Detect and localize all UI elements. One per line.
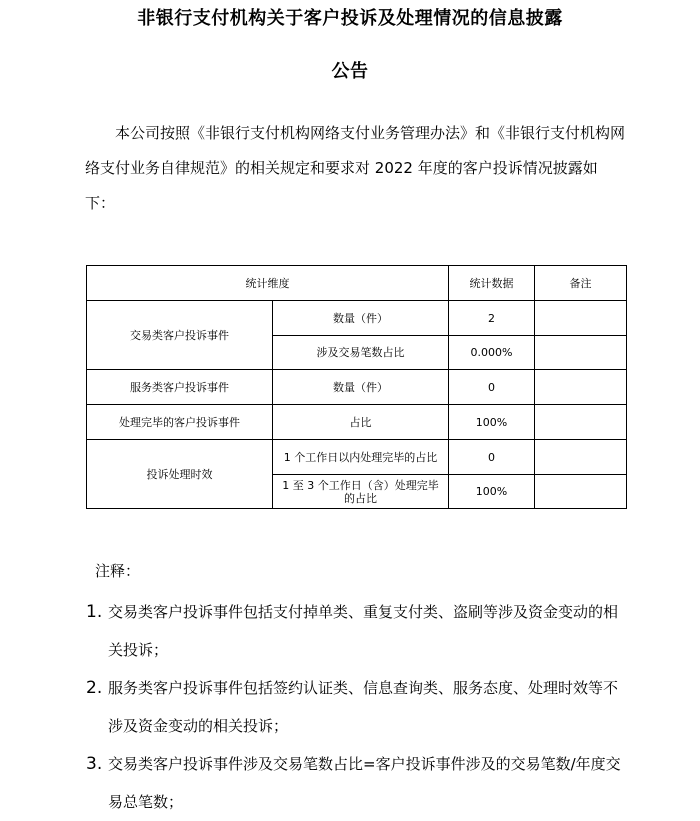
row-note [535, 370, 627, 405]
row-value: 2 [449, 301, 535, 336]
note-text: 交易类客户投诉事件涉及交易笔数占比=客户投诉事件涉及的交易笔数/年度交易总笔数； [108, 755, 621, 811]
row-note [535, 405, 627, 440]
table-row [87, 370, 627, 405]
row-category: 服务类客户投诉事件 [87, 370, 273, 405]
list-item [86, 745, 626, 821]
table-row [87, 301, 627, 336]
table-row [87, 440, 627, 475]
row-metric: 1 个工作日以内处理完毕的占比 [273, 440, 449, 475]
row-category: 交易类客户投诉事件 [87, 301, 273, 370]
note-text: 服务类客户投诉事件包括签约认证类、信息查询类、服务态度、处理时效等不涉及资金变动的相关投诉； [108, 679, 619, 735]
header-data: 统计数据 [449, 266, 535, 301]
row-value: 0.000% [449, 336, 535, 370]
complaint-stats-table [86, 265, 627, 509]
row-value: 0 [449, 370, 535, 405]
document-subtitle: 公告 [331, 61, 369, 82]
notes-list [86, 593, 626, 821]
row-note [535, 301, 627, 336]
row-value: 100% [449, 475, 535, 509]
list-item [86, 669, 626, 745]
note-number: 3. [86, 754, 103, 774]
note-number: 2. [86, 678, 103, 698]
intro-paragraph [85, 116, 625, 221]
row-metric: 占比 [273, 405, 449, 440]
row-value: 100% [449, 405, 535, 440]
row-metric: 数量（件） [273, 370, 449, 405]
row-note [535, 475, 627, 509]
header-dimension: 统计维度 [87, 266, 449, 301]
table-row [87, 405, 627, 440]
header-note: 备注 [535, 266, 627, 301]
row-metric: 数量（件） [273, 301, 449, 336]
intro-text: 本公司按照《非银行支付机构网络支付业务管理办法》和《非银行支付机构网络支付业务自律规范》的相关规定和要求对 2022 年度的客户投诉情况披露如下： [85, 124, 626, 212]
row-category: 投诉处理时效 [87, 440, 273, 509]
row-category: 处理完毕的客户投诉事件 [87, 405, 273, 440]
notes-heading: 注释： [95, 562, 141, 580]
document-title: 非银行支付机构关于客户投诉及处理情况的信息披露 [137, 8, 563, 29]
note-number: 1. [86, 602, 103, 622]
note-text: 交易类客户投诉事件包括支付掉单类、重复支付类、盗刷等涉及资金变动的相关投诉； [108, 603, 619, 659]
row-value: 0 [449, 440, 535, 475]
row-note [535, 440, 627, 475]
list-item [86, 593, 626, 669]
row-metric: 涉及交易笔数占比 [273, 336, 449, 370]
row-note [535, 336, 627, 370]
row-metric: 1 至 3 个工作日（含）处理完毕的占比 [273, 475, 449, 509]
table-header-row [87, 266, 627, 301]
